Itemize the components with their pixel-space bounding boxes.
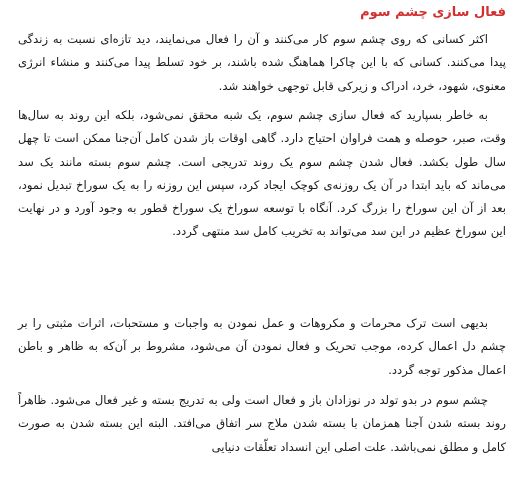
paragraph-2: به خاطر بسپارید که فعال سازی چشم سوم، یک شبه محقق نمی‌شود، بلکه این روند به سال‌ها وقت، صبر، حوصله و همت فراوان احتیاج دارد. گاهی اوقات باز شدن کامل آن‌جنا ممکن است تا چهل سال طول بکشد. فعال شدن چشم سوم یک روند تدریجی است. چشم سوم بسته مانند یک سد می‌ماند که باید ابتدا در آن یک روزنه‌ی کوچک ایجاد کرد، سپس این روزنه را به یک سوراخ تبدیل نمود، بعد از آن این سوراخ را بزرگ کرد. آنگاه با توسعه سوراخ یک سوراخ قطور به وجود آورد و در نهایت این سوراخ عظیم در این سد می‌تواند به تخریب کامل سد منتهی گردد. bbox=[18, 108, 506, 239]
paragraph-1: اکثر کسانی که روی چشم سوم کار می‌کنند و آن را فعال می‌نمایند، دید تازه‌ای نسبت به زندگی پیدا می‌کنند. کسانی که با این چاکرا هماهنگ شده باشند، بر خود تسلط پیدا می‌کنند و منشاء انرژی معنوی، شهود، خرد، ادراک و زیرکی قابل توجهی خواهند شد. bbox=[18, 32, 506, 93]
paragraph-4: چشم سوم در بدو تولد در نوزادان باز و فعال است ولی به تدریج بسته و غیر فعال می‌شود. ظاهراً روند بسته شدن آجنا همزمان با بسته شدن ملاج سر اتفاق می‌افتد. البته این بسته شدن به صورت کامل و مطلق نمی‌باشد. علت اصلی این انسداد تعلّقات دنیایی bbox=[18, 393, 506, 454]
section-heading: فعال سازی چشم سوم bbox=[360, 5, 506, 20]
paragraph-3: بدیهی است ترک محرمات و مکروهات و عمل نمودن به واجبات و مستحبات، اثرات مثبتی را بر چشم دل اعمال کرده، موجب تحریک و فعال نمودن آن می‌شود، مشروط بر آن‌که به ظاهر و باطن اعمال مذکور توجه گردد. bbox=[18, 316, 506, 377]
